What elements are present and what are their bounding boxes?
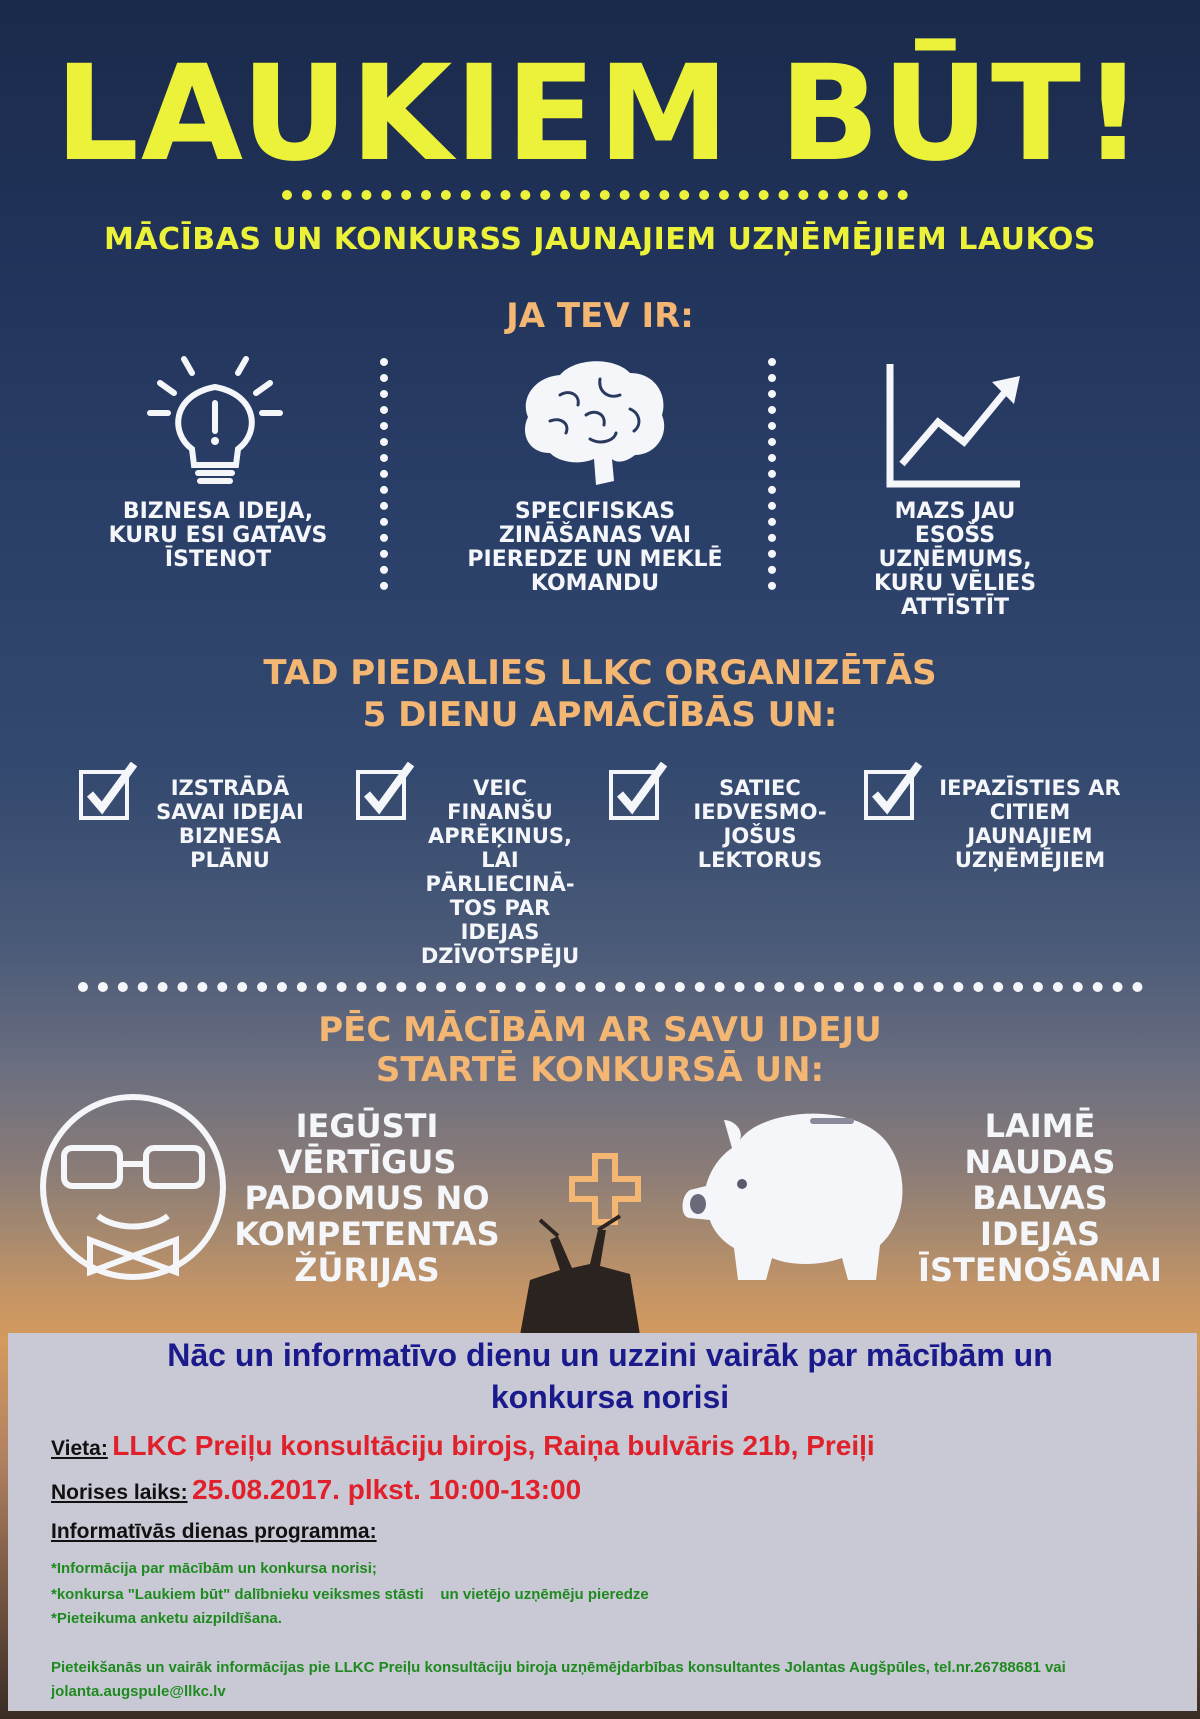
program-item: *Informācija par mācībām un konkursa norisi; [51,1560,377,1577]
program-item: *Pieteikuma anketu aizpildīšana. [51,1610,282,1627]
step-text-entrepreneurs: IEPAZĪSTIES AR CITIEM JAUNAJIEM UZŅĒMĒJIEM [939,776,1121,872]
smiley-glasses-icon [36,1090,230,1284]
time-value: 25.08.2017. plkst. 10:00-13:00 [192,1474,582,1505]
brain-icon [520,355,670,490]
place-value: LLKC Preiļu konsultāciju birojs, Raiņa bulvāris 21b, Preiļi [112,1430,875,1461]
growth-chart-icon [880,360,1025,490]
contact-info: Pieteikšanās un vairāk informācijas pie LLKC Preiļu konsultāciju biroja uzņēmējdarbības konsultantes Jolantas Augšpūles, tel.nr.26788681 vai jolanta.augspule@llkc.lv [51,1659,1066,1700]
reward-text-prize: LAIMĒ NAUDAS BALVAS IDEJAS ĪSTENOŠANAI [918,1107,1162,1289]
step-text-financials: VEIC FINANŠU APRĒĶINUS, LAI PĀRLIECINĀ- TOS PAR IDEJAS DZĪVOTSPĒJU [420,776,580,968]
section-divider [78,982,1143,992]
column-text-knowledge: SPECIFISKAS ZINĀŠANAS VAI PIEREDZE UN MEKLĒ KOMANDU [467,499,723,596]
checkbox-icon [608,762,668,822]
time-label: Norises laiks: [51,1481,188,1504]
column-text-business: MAZS JAU ESOŠS UZŅĒMUMS, KURU VĒLIES ATTĪSTĪT [873,499,1037,620]
step-text-business-plan: IZSTRĀDĀ SAVAI IDEJAI BIZNESA PLĀNU [156,776,304,872]
section-heading-if-you-have: JA TEV IR: [506,296,694,336]
lightbulb-icon [140,355,290,495]
column-divider-2 [768,358,776,590]
checkbox-icon [78,762,138,822]
machinery-silhouette [480,1210,680,1335]
section-heading-after: PĒC MĀCĪBĀM AR SAVU IDEJU STARTĒ KONKURSĀ UN: [318,1010,882,1090]
column-divider-1 [380,358,388,590]
reward-text-advice: IEGŪSTI VĒRTĪGUS PADOMUS NO KOMPETENTAS ŽŪRIJAS [234,1107,500,1289]
program-item: *konkursa "Laukiem būt" dalībnieku veiksmes stāsti un vietējo uzņēmēju pieredze [51,1586,649,1603]
step-text-lecturers: SATIEC IEDVESMO- JOŠUS LEKTORUS [693,776,827,872]
poster-subtitle: MĀCĪBAS UN KONKURSS JAUNAJIEM UZŅĒMĒJIEM LAUKOS [103,222,1096,257]
column-text-idea: BIZNESA IDEJA, KURU ESI GATAVS ĪSTENOT [108,499,328,572]
piggy-bank-icon [680,1100,910,1290]
info-headline: Nāc un informatīvo dienu un uzzini vairāk par mācībām un konkursa norisi [167,1337,1053,1415]
checkbox-icon [863,762,923,822]
place-row [51,1430,875,1462]
section-heading-then: TAD PIEDALIES LLKC ORGANIZĒTĀS 5 DIENU APMĀCĪBĀS UN: [263,653,937,735]
title-divider [282,190,908,200]
time-row [51,1474,581,1506]
program-title: Informatīvās dienas programma: [51,1520,377,1543]
poster-title: LAUKIEM BŪT! [54,37,1146,191]
place-label: Vieta: [51,1437,108,1460]
